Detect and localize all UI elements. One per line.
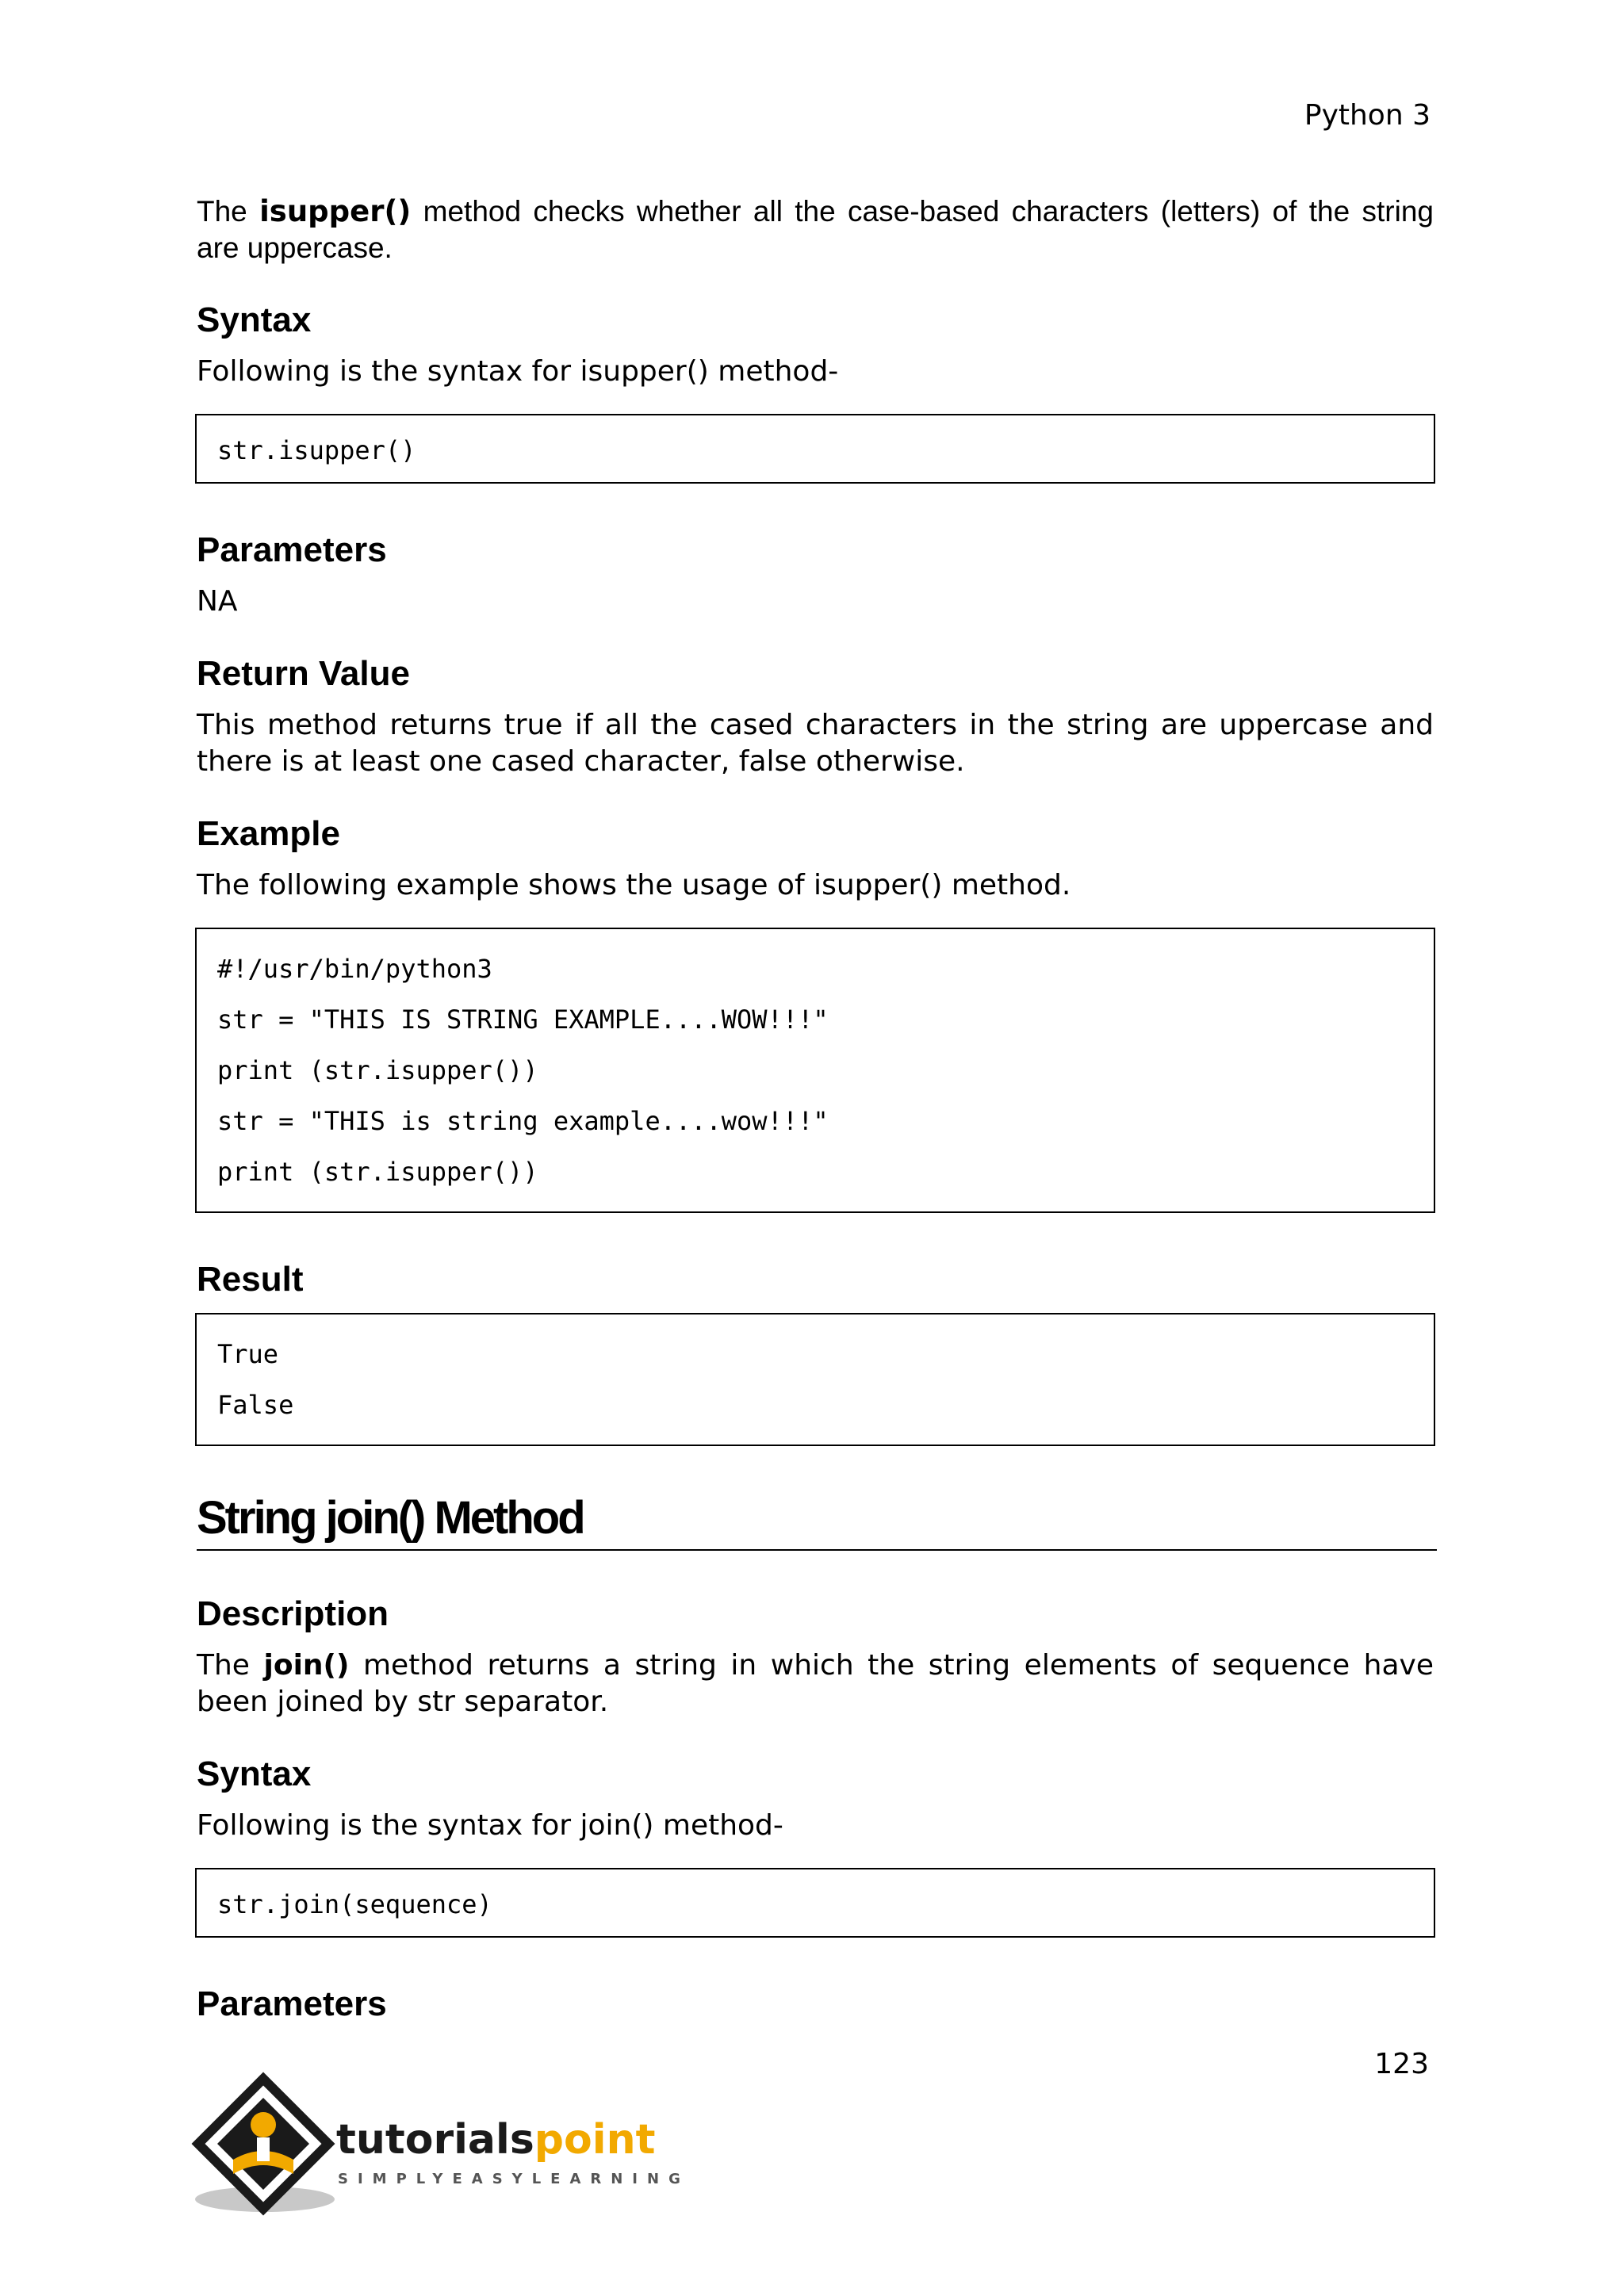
isupper-return-heading: Return Value [197,654,410,693]
page-content [197,193,1434,2038]
isupper-result-code-box [195,1313,1435,1446]
code-line: print (str.isupper()) [217,1055,538,1085]
tutorialspoint-logo [193,2074,690,2217]
isupper-parameters-text: NA [197,585,238,618]
isupper-syntax-text: Following is the syntax for isupper() method- [197,355,839,388]
join-section-title: String join() Method [197,1490,1437,1551]
join-parameters-heading: Parameters [197,1984,387,2023]
join-syntax-text: Following is the syntax for join() method- [197,1809,783,1842]
isupper-parameters-heading: Parameters [197,530,387,569]
code-line: str = "THIS IS STRING EXAMPLE....WOW!!!" [217,1004,829,1035]
isupper-method-name: isupper() [259,194,412,228]
isupper-syntax-code-box [195,414,1435,484]
join-syntax-code-box [195,1868,1435,1938]
join-description-heading: Description [197,1594,389,1633]
logo-word-tutorials: tutorials [336,2116,534,2164]
code-line: print (str.isupper()) [217,1157,538,1187]
running-header: Python 3 [1304,99,1431,132]
code-line: #!/usr/bin/python3 [217,954,492,984]
code-line: str.join(sequence) [217,1889,492,1919]
logo-tagline: SIMPLYEASYLEARNING [338,2171,690,2187]
isupper-example-heading: Example [197,814,340,853]
logo-word-point: point [534,2116,656,2164]
isupper-syntax-heading: Syntax [197,300,312,339]
code-line: True [217,1339,279,1369]
isupper-example-text: The following example shows the usage of isupper() method. [197,869,1071,901]
join-method-name: join() [263,1649,350,1682]
isupper-example-code-box [195,928,1435,1213]
isupper-return-text: This method returns true if all the cased characters in the string are uppercase and there is at least one cased character, false otherwise. [197,709,1434,778]
code-line: str = "THIS is string example....wow!!!" [217,1106,829,1136]
join-description-text: The join() method returns a string in which the string elements of sequence have been joined by str separator. [197,1649,1434,1718]
code-line: False [217,1390,294,1420]
svg-text:tutorialspoint [336,2116,655,2164]
code-line: str.isupper() [217,435,416,465]
page-number: 123 [1374,2048,1429,2080]
isupper-result-heading: Result [197,1260,304,1299]
isupper-intro: The isupper() method checks whether all the case-based characters (letters) of the string are uppercase. [197,194,1434,264]
join-syntax-heading: Syntax [197,1755,312,1793]
